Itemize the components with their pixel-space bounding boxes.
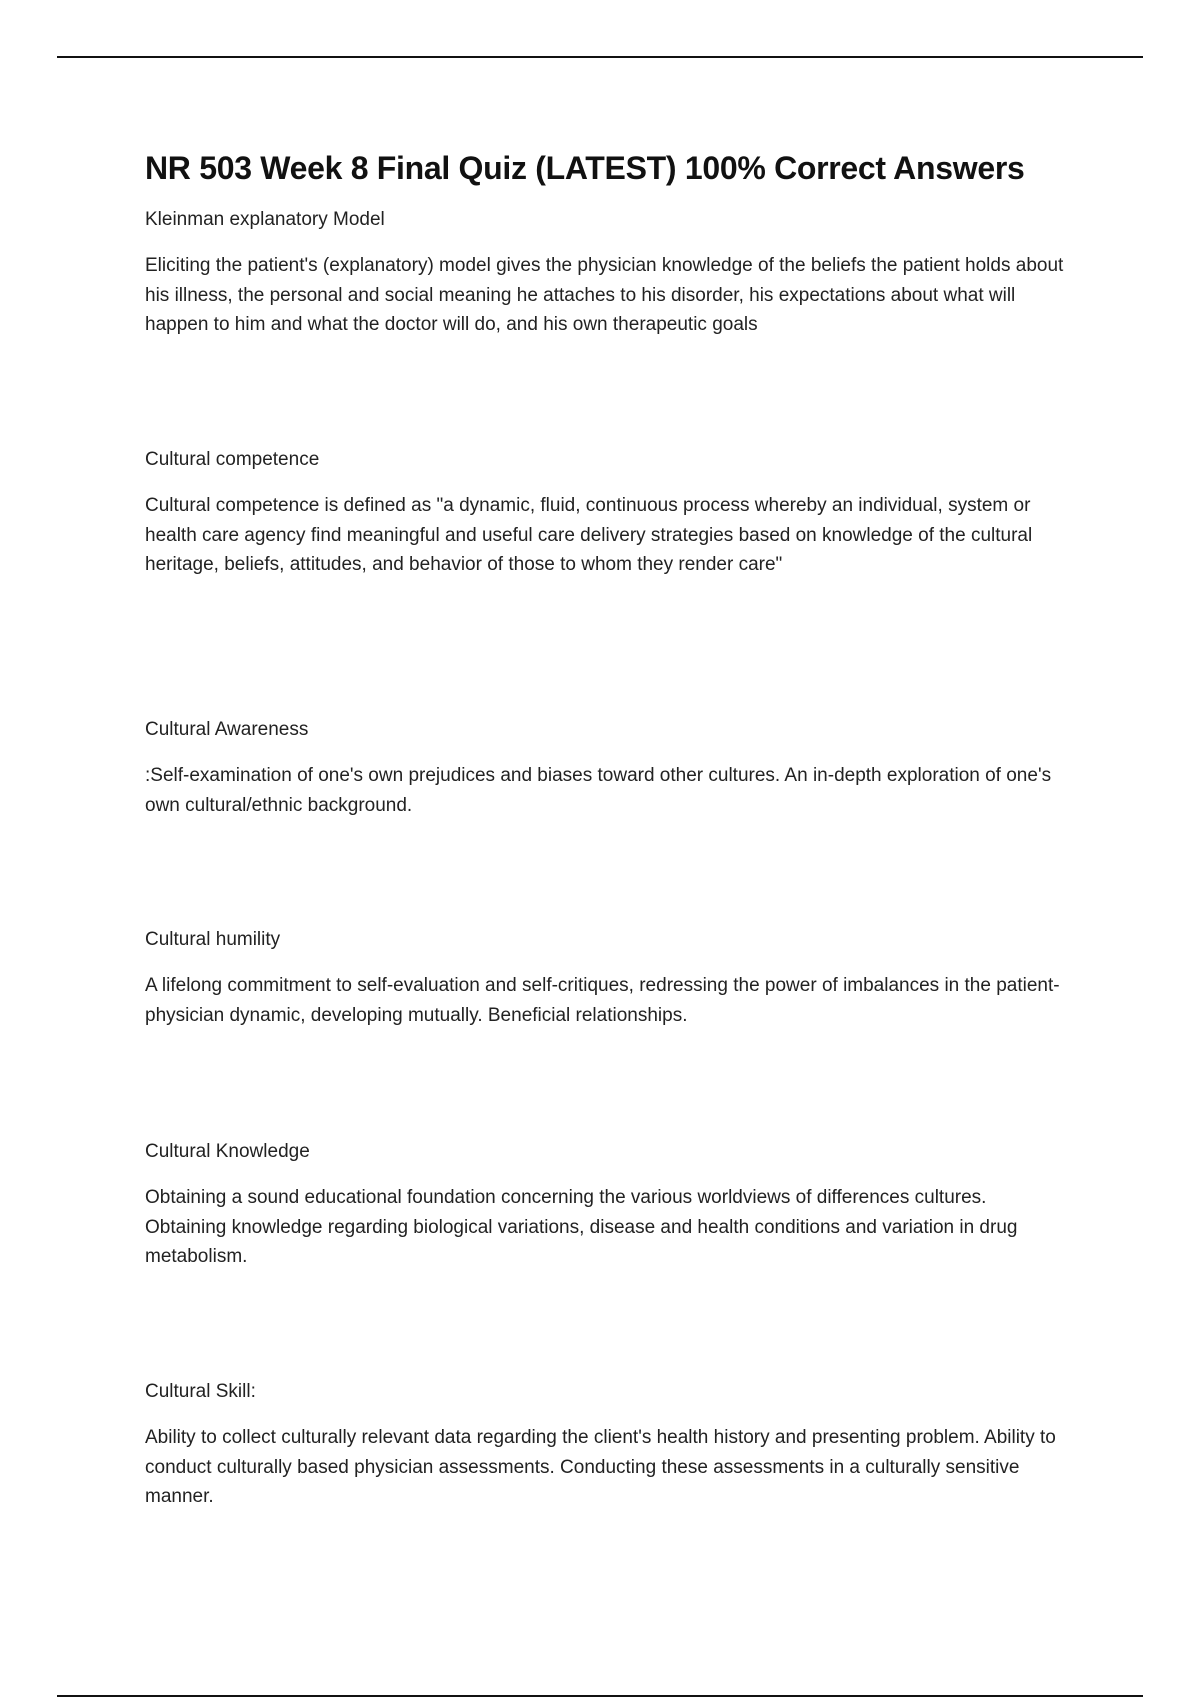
entry-definition: Ability to collect culturally relevant data regarding the client's health history and presenting problem. Ability to conduct culturally based physician assessments. Conducting these assessments in a culturally sensitive manner. xyxy=(145,1427,1056,1507)
document-body xyxy=(145,145,1065,1507)
footer-rule xyxy=(57,1695,1143,1697)
entry-definition: Obtaining a sound educational foundation concerning the various worldviews of differences cultures. Obtaining knowledge regarding biological variations, disease and health conditions and variation in drug metabolism. xyxy=(145,1187,1018,1267)
entry-term: Cultural Skill: xyxy=(145,1381,256,1402)
qa-entry xyxy=(145,447,1065,580)
entry-term: Cultural Awareness xyxy=(145,719,309,740)
entry-definition: Eliciting the patient's (explanatory) model gives the physician knowledge of the beliefs the patient holds about his illness, the personal and social meaning he attaches to his disorder, his expectations about what will happen to him and what the doctor will do, and his own therapeutic goals xyxy=(145,255,1064,335)
entry-definition: Cultural competence is defined as "a dynamic, fluid, continuous process whereby an individual, system or health care agency find meaningful and useful care delivery strategies based on knowledge of the cultural heritage, beliefs, attitudes, and behavior of those to whom they render care" xyxy=(145,495,1033,575)
entry-term: Kleinman explanatory Model xyxy=(145,209,385,230)
qa-entry xyxy=(145,1139,1065,1272)
qa-entry xyxy=(145,717,1065,820)
document-title: NR 503 Week 8 Final Quiz (LATEST) 100% Correct Answers xyxy=(145,150,1025,186)
qa-entry xyxy=(145,207,1065,340)
qa-entry xyxy=(145,1379,1065,1512)
qa-entry xyxy=(145,927,1065,1030)
entry-term: Cultural Knowledge xyxy=(145,1141,310,1162)
entry-definition: :Self-examination of one's own prejudices and biases toward other cultures. An in-depth exploration of one's own cultural/ethnic background. xyxy=(145,765,1052,816)
entry-term: Cultural competence xyxy=(145,449,320,470)
entry-definition: A lifelong commitment to self-evaluation and self-critiques, redressing the power of imbalances in the patient- physician dynamic, developing mutually. Beneficial relationships. xyxy=(145,975,1060,1026)
header-rule xyxy=(57,56,1143,58)
entry-term: Cultural humility xyxy=(145,929,281,950)
